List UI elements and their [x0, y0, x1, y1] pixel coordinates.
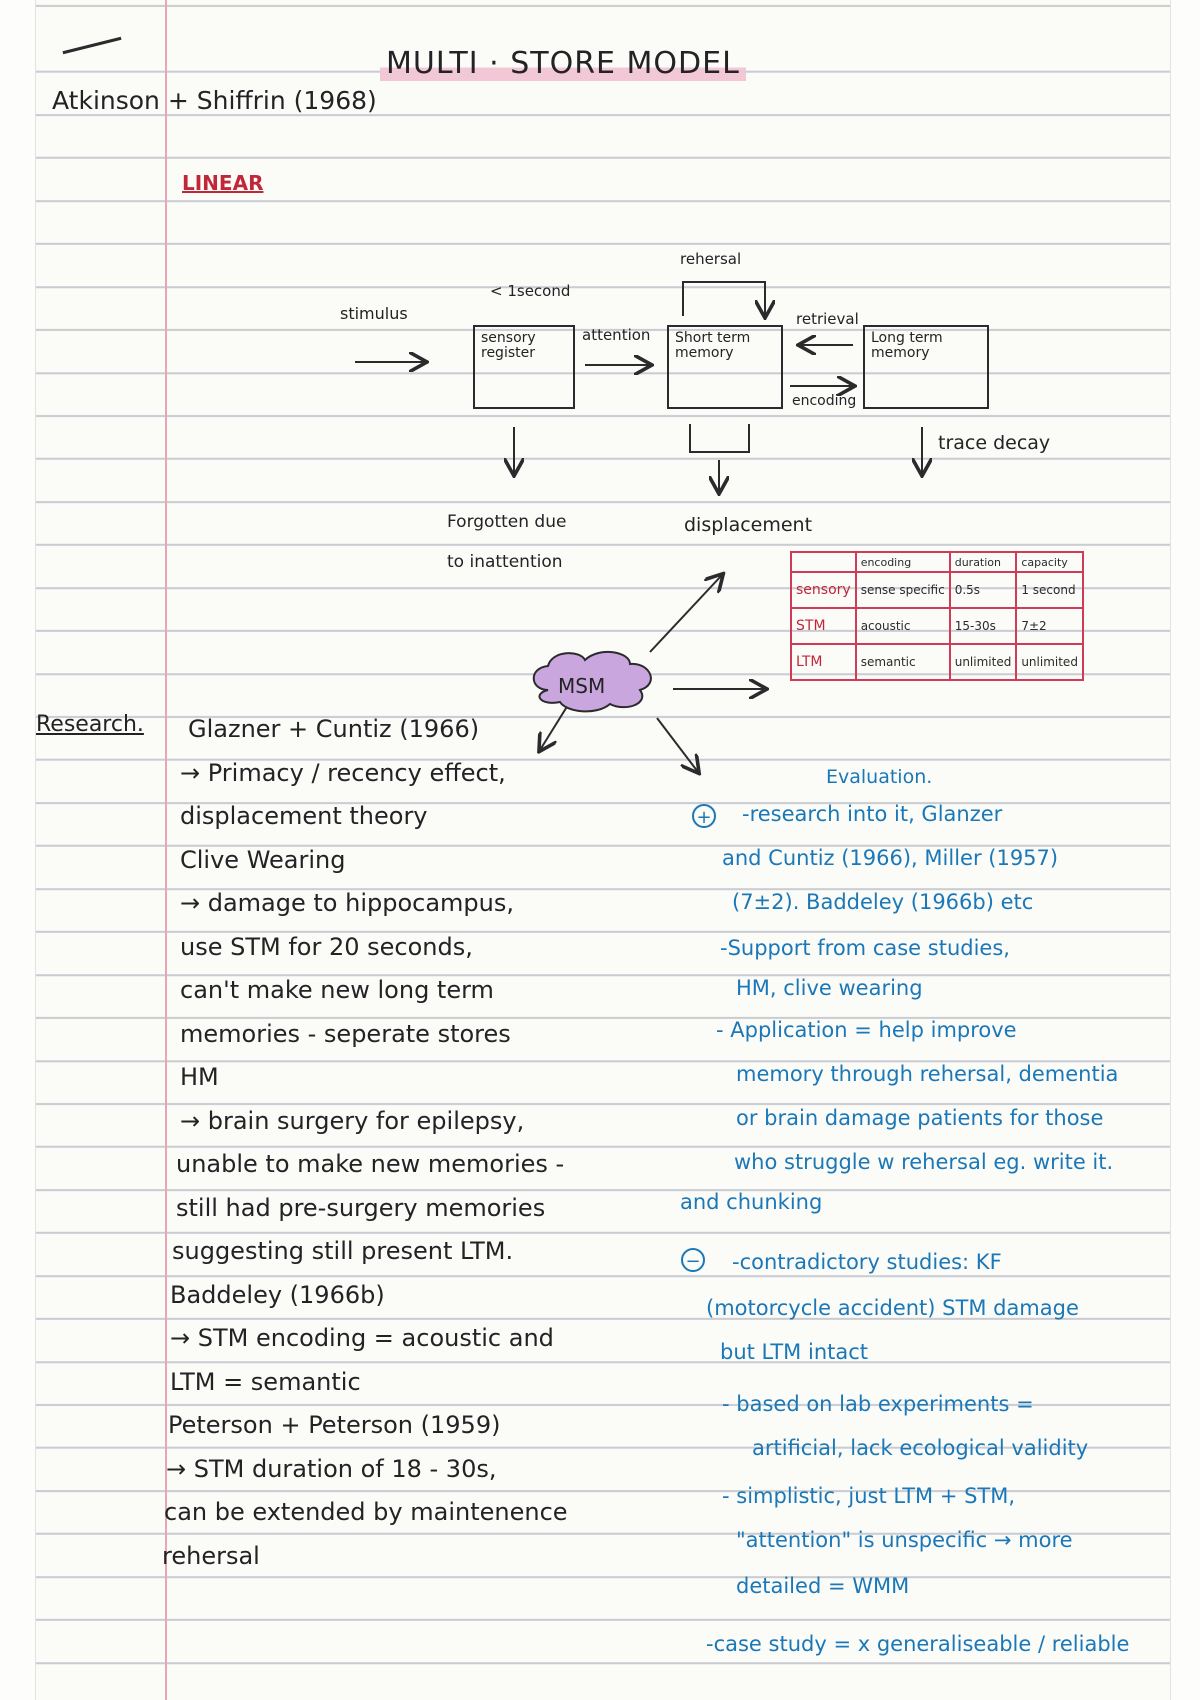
rehearsal-loop	[683, 282, 765, 316]
forgotten-label-2: to inattention	[447, 552, 563, 572]
note-line: HM	[180, 1063, 219, 1091]
note-line: but LTM intact	[720, 1340, 869, 1364]
page-title: MULTI · STORE MODEL	[380, 46, 746, 81]
plus-icon: +	[692, 804, 716, 828]
evaluation-heading: Evaluation.	[826, 766, 933, 788]
note-line: "attention" is unspecific → more	[736, 1528, 1073, 1552]
table-header-duration: duration	[950, 552, 1017, 572]
note-line: displacement theory	[180, 802, 428, 830]
table-row-label: STM	[791, 608, 856, 644]
note-line: Peterson + Peterson (1959)	[168, 1411, 501, 1439]
note-line: unable to make new memories -	[176, 1150, 565, 1178]
note-line: Glazner + Cuntiz (1966)	[188, 715, 480, 743]
note-line: Clive Wearing	[180, 845, 346, 874]
note-line: → STM duration of 18 - 30s,	[166, 1454, 497, 1483]
table-cell: semantic	[856, 644, 950, 680]
msm-to-table-arrow	[650, 575, 722, 652]
sensory-register-box: sensory register	[473, 325, 575, 409]
note-line: Baddeley (1966b)	[170, 1280, 385, 1309]
note-line: suggesting still present LTM.	[172, 1237, 514, 1265]
note-line: → brain surgery for epilepsy,	[180, 1106, 525, 1135]
note-line: LTM = semantic	[170, 1367, 361, 1396]
note-line: still had pre-surgery memories	[176, 1193, 546, 1222]
trace-decay-label: trace decay	[938, 432, 1051, 454]
forgotten-label-1: Forgotten due	[447, 512, 567, 532]
note-line: -contradictory studies: KF	[732, 1250, 1002, 1274]
note-line: memory through rehersal, dementia	[736, 1062, 1119, 1086]
authors: Atkinson + Shiffrin (1968)	[52, 86, 377, 115]
table-row-label: LTM	[791, 644, 856, 680]
note-line: detailed = WMM	[736, 1574, 910, 1598]
table-cell: 7±2	[1016, 608, 1083, 644]
stimulus-label: stimulus	[340, 304, 408, 323]
long-term-memory-box: Long term memory	[863, 325, 989, 409]
table-corner	[791, 552, 856, 572]
table-cell: 0.5s	[950, 572, 1017, 608]
note-line: and Cuntiz (1966), Miller (1957)	[722, 846, 1059, 870]
note-line: (motorcycle accident) STM damage	[706, 1296, 1079, 1320]
table-cell: 15-30s	[950, 608, 1017, 644]
displacement-label: displacement	[684, 514, 813, 536]
table-cell: 1 second	[1016, 572, 1083, 608]
note-line: - Application = help improve	[716, 1018, 1017, 1042]
time-note: < 1second	[490, 282, 571, 300]
retrieval-label: retrieval	[796, 310, 859, 328]
table-row-label: sensory	[791, 572, 856, 608]
table-cell: unlimited	[950, 644, 1017, 680]
store-comparison-table	[790, 551, 1084, 681]
short-term-memory-box: Short term memory	[667, 325, 783, 409]
table-row	[791, 644, 1083, 680]
linear-label: LINEAR	[182, 171, 264, 195]
table-header-encoding: encoding	[856, 552, 950, 572]
note-line: -Support from case studies,	[720, 936, 1010, 960]
note-line: -case study = x generaliseable / reliable	[706, 1632, 1130, 1656]
note-line: and chunking	[680, 1190, 823, 1214]
note-line: can't make new long term	[180, 976, 494, 1004]
note-line: → Primacy / recency effect,	[180, 758, 506, 787]
table-header-capacity: capacity	[1016, 552, 1083, 572]
note-line: memories - seperate stores	[180, 1019, 511, 1048]
table-cell: unlimited	[1016, 644, 1083, 680]
note-line: can be extended by maintenence	[164, 1498, 568, 1526]
note-line: who struggle w rehersal eg. write it.	[734, 1150, 1114, 1174]
table-cell: sense specific	[856, 572, 950, 608]
stm-displacement-loop	[690, 424, 749, 452]
note-line: -research into it, Glanzer	[742, 802, 1003, 826]
note-line: HM, clive wearing	[736, 976, 923, 1000]
encoding-label: encoding	[792, 393, 857, 409]
minus-icon: −	[681, 1248, 705, 1272]
note-line: → damage to hippocampus,	[180, 889, 515, 917]
table-row	[791, 608, 1083, 644]
attention-label: attention	[582, 326, 651, 344]
rehearsal-label: rehersal	[680, 250, 742, 268]
note-line: (7±2). Baddeley (1966b) etc	[732, 890, 1034, 914]
research-heading: Research.	[36, 712, 144, 737]
note-line: - based on lab experiments =	[722, 1392, 1034, 1416]
note-line: artificial, lack ecological validity	[752, 1436, 1089, 1460]
table-cell: acoustic	[856, 608, 950, 644]
note-line: use STM for 20 seconds,	[180, 932, 473, 961]
table-row	[791, 572, 1083, 608]
msm-to-evaluation-arrow	[657, 718, 698, 772]
note-line: - simplistic, just LTM + STM,	[722, 1484, 1016, 1508]
msm-to-research-arrow	[540, 705, 568, 750]
note-line: → STM encoding = acoustic and	[170, 1324, 554, 1352]
note-line: or brain damage patients for those	[736, 1106, 1104, 1130]
msm-label: MSM	[558, 674, 606, 698]
note-line: rehersal	[162, 1541, 260, 1570]
